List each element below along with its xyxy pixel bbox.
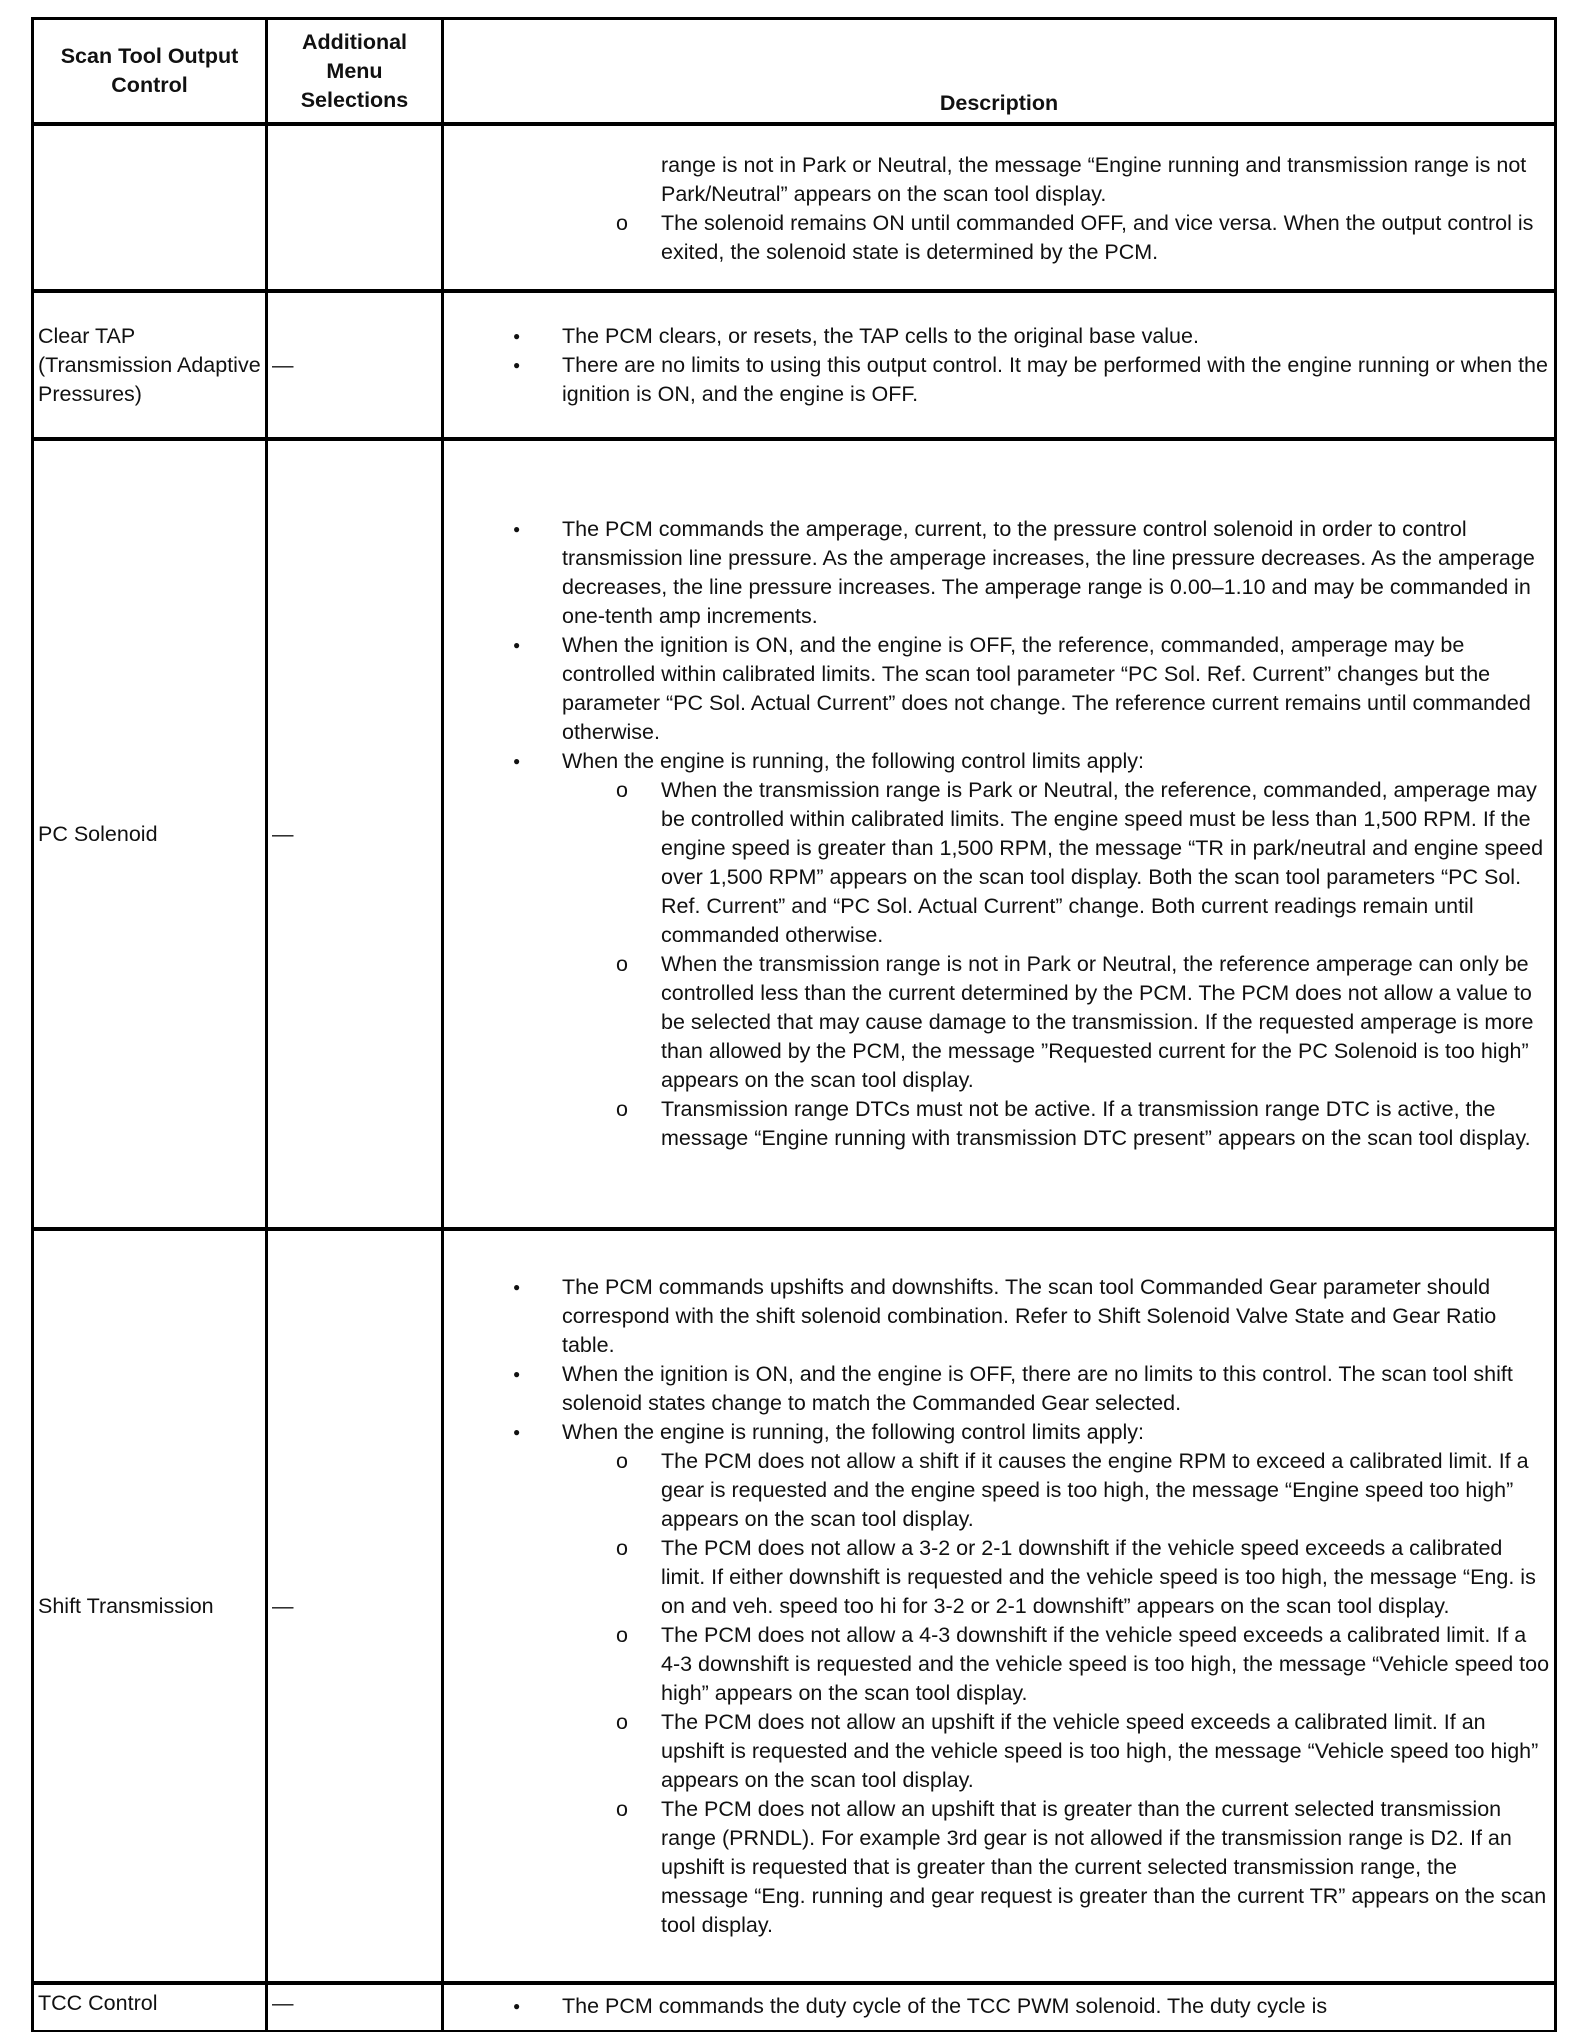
sub-list — [562, 776, 1550, 1153]
header-menu-selections: Additional Menu Selections — [267, 19, 443, 125]
bullet-item: ● The PCM commands upshifts and downshifts. The scan tool Commanded Gear parameter should correspond with the shift solenoid combination. Refer to Shift Solenoid Valve State and Gear Ratio table. — [448, 1273, 1550, 1360]
header-control: Scan Tool Output Control — [33, 19, 267, 125]
bullet-list — [448, 1273, 1550, 1940]
sub-marker: o — [616, 1448, 628, 1473]
table-row-shift-transmission — [33, 1229, 1556, 1983]
sub-marker: o — [616, 1535, 628, 1560]
bullet-list — [448, 322, 1550, 409]
sub-marker: o — [616, 1709, 628, 1734]
cell-control: Shift Transmission — [33, 1229, 267, 1983]
header-description: Description — [443, 19, 1556, 125]
sub-item: o The PCM does not allow a 4-3 downshift if the vehicle speed exceeds a calibrated limit. If a 4-3 downshift is requested and the vehicle speed is too high, the message “Vehicle speed too high” appears on the scan tool display. — [616, 1622, 1550, 1705]
cell-control: PC Solenoid — [33, 439, 267, 1229]
sub-item: o When the transmission range is Park or Neutral, the reference, commanded, amperage may be controlled within calibrated limits. The engine speed must be less than 1,500 RPM. If the engine speed is greater than 1,500 RPM, the message “TR in park/neutral and engine speed over 1,500 RPM” appears on the scan tool display. Both the scan tool parameters “PC Sol. Ref. Current” and “PC Sol. Actual Current” change. Both current readings remain until commanded otherwise. — [616, 778, 1544, 947]
cell-control-empty — [33, 124, 267, 291]
cell-menu: — — [267, 291, 443, 439]
sub-marker: o — [616, 778, 628, 802]
cell-menu: — — [267, 1983, 443, 2031]
cell-menu-empty — [267, 124, 443, 291]
sub-item: o The PCM does not allow an upshift that is greater than the current selected transmission range (PRNDL). For example 3rd gear is not allowed if the transmission range is D2. If an upshift is requested that is greater than the current selected transmission range, the message “Eng. running and gear request is greater than the current TR” appears on the scan tool display. — [616, 1796, 1547, 1937]
sub-marker: o — [616, 1796, 628, 1821]
bullet-item: ● When the engine is running, the following control limits apply: o When the transmission range is Park or Neutral, the reference, commanded, amperage may be controlled within calibrated limits. The engine speed must be less than 1,500 RPM. If the engine speed is greater than 1,500 RPM, the message “TR in park/neutral and engine speed over 1,500 RPM” appears on the scan tool display. Both the scan tool parameters “PC Sol. Ref. Current” and “PC Sol. Actual Current” change. Both current readings remain until commanded otherwise. o When the transmission range is not in Park or Neutral, the reference amperage can only be controlled less than the current determined by the PCM. The PCM does not allow a value to be selected that may cause damage to the transmission. If the requested amperage is more than allowed by the PCM, the message ”Requested current for the PC Solenoid is too high” appears on the scan tool display. o Transmission range DTCs must not be active. If a transmission range DTC is active, the message “Engine running with transmission DTC present” appears on the scan tool display. — [448, 747, 1550, 1153]
cell-control: Clear TAP (Transmission Adaptive Pressures) — [33, 291, 267, 439]
sub-marker: o — [616, 1622, 628, 1647]
bullet-item: ● The PCM clears, or resets, the TAP cells to the original base value. — [448, 322, 1550, 351]
cell-control: TCC Control — [33, 1983, 267, 2031]
header-row — [33, 19, 1556, 125]
sub-item: o The solenoid remains ON until commanded OFF, and vice versa. When the output control is exited, the solenoid state is determined by the PCM. — [616, 210, 1534, 264]
bullet-item: ● The PCM commands the amperage, current, to the pressure control solenoid in order to control transmission line pressure. As the amperage increases, the line pressure decreases. As the amperage decreases, the line pressure increases. The amperage range is 0.00–1.10 and may be commanded in one-tenth amp increments. — [448, 515, 1550, 631]
table-row-tcc-control — [33, 1983, 1556, 2031]
cell-description — [443, 439, 1556, 1229]
table-row-continued — [33, 124, 1556, 291]
sub-marker: o — [616, 210, 628, 235]
cell-description — [443, 1983, 1556, 2031]
continued-text: range is not in Park or Neutral, the message “Engine running and transmission range is not Park/Neutral” appears on the scan tool display. — [661, 152, 1527, 206]
bullet-item: ● When the ignition is ON, and the engine is OFF, there are no limits to this control. The scan tool shift solenoid states change to match the Commanded Gear selected. — [448, 1360, 1550, 1418]
sub-item: o The PCM does not allow a shift if it causes the engine RPM to exceed a calibrated limit. If a gear is requested and the engine speed is too high, the message “Engine speed too high” appears on the scan tool display. — [616, 1448, 1529, 1531]
sub-list — [448, 151, 1550, 267]
cell-description — [443, 1229, 1556, 1983]
cell-description — [443, 124, 1556, 291]
bullet-item: ● The PCM commands the duty cycle of the TCC PWM solenoid. The duty cycle is — [448, 1992, 1550, 2021]
table-row-pc-solenoid — [33, 439, 1556, 1229]
sub-marker: o — [616, 952, 628, 976]
bullet-item: ● When the engine is running, the following control limits apply: o The PCM does not allow a shift if it causes the engine RPM to exceed a calibrated limit. If a gear is requested and the engine speed is too high, the message “Engine speed too high” appears on the scan tool display. o The PCM does not allow a 3-2 or 2-1 downshift if the vehicle speed exceeds a calibrated limit. If either downshift is requested and the vehicle speed is too high, the message “Eng. is on and veh. speed too hi for 3-2 or 2-1 downshift” appears on the scan tool display. o The PCM does not allow a 4-3 downshift if the vehicle speed exceeds a calibrated limit. If a 4-3 downshift is requested and the vehicle speed is too high, the message “Vehicle speed too high” appears on the scan tool display. o The PCM does not allow an upshift if the vehicle speed exceeds a calibrated limit. If an upshift is requested and the vehicle speed is too high, the message “Vehicle speed too high” appears on the scan tool display. o The PCM does not allow an upshift that is greater than the current selected transmission range (PRNDL). For example 3rd gear is not allowed if the transmission range is D2. If an upshift is requested that is greater than the current selected transmission range, the message “Eng. running and gear request is greater than the current TR” appears on the scan tool display. — [448, 1418, 1550, 1940]
sub-item: o The PCM does not allow a 3-2 or 2-1 downshift if the vehicle speed exceeds a calibrated limit. If either downshift is requested and the vehicle speed is too high, the message “Eng. is on and veh. speed too hi for 3-2 or 2-1 downshift” appears on the scan tool display. — [616, 1535, 1536, 1618]
bullet-item: ● There are no limits to using this output control. It may be performed with the engine running or when the ignition is ON, and the engine is OFF. — [448, 351, 1550, 409]
table-row-clear-tap — [33, 291, 1556, 439]
sub-marker: o — [616, 1097, 628, 1121]
cell-menu: — — [267, 439, 443, 1229]
scan-tool-output-control-table — [31, 17, 1557, 2032]
bullet-item: ● When the ignition is ON, and the engine is OFF, the reference, commanded, amperage may be controlled within calibrated limits. The scan tool parameter “PC Sol. Ref. Current” changes but the parameter “PC Sol. Actual Current” does not change. The reference current remains until commanded otherwise. — [448, 631, 1550, 747]
sub-item: o Transmission range DTCs must not be active. If a transmission range DTC is active, the message “Engine running with transmission DTC present” appears on the scan tool display. — [616, 1097, 1531, 1150]
cell-menu: — — [267, 1229, 443, 1983]
cell-description — [443, 291, 1556, 439]
sub-item: o When the transmission range is not in Park or Neutral, the reference amperage can only be controlled less than the current determined by the PCM. The PCM does not allow a value to be selected that may cause damage to the transmission. If the requested amperage is more than allowed by the PCM, the message ”Requested current for the PC Solenoid is too high” appears on the scan tool display. — [616, 952, 1534, 1092]
bullet-list — [448, 1992, 1550, 2021]
sub-list — [562, 1447, 1550, 1940]
sub-item: o The PCM does not allow an upshift if the vehicle speed exceeds a calibrated limit. If an upshift is requested and the vehicle speed is too high, the message “Vehicle speed too high” appears on the scan tool display. — [616, 1709, 1539, 1792]
bullet-list — [448, 515, 1550, 1153]
